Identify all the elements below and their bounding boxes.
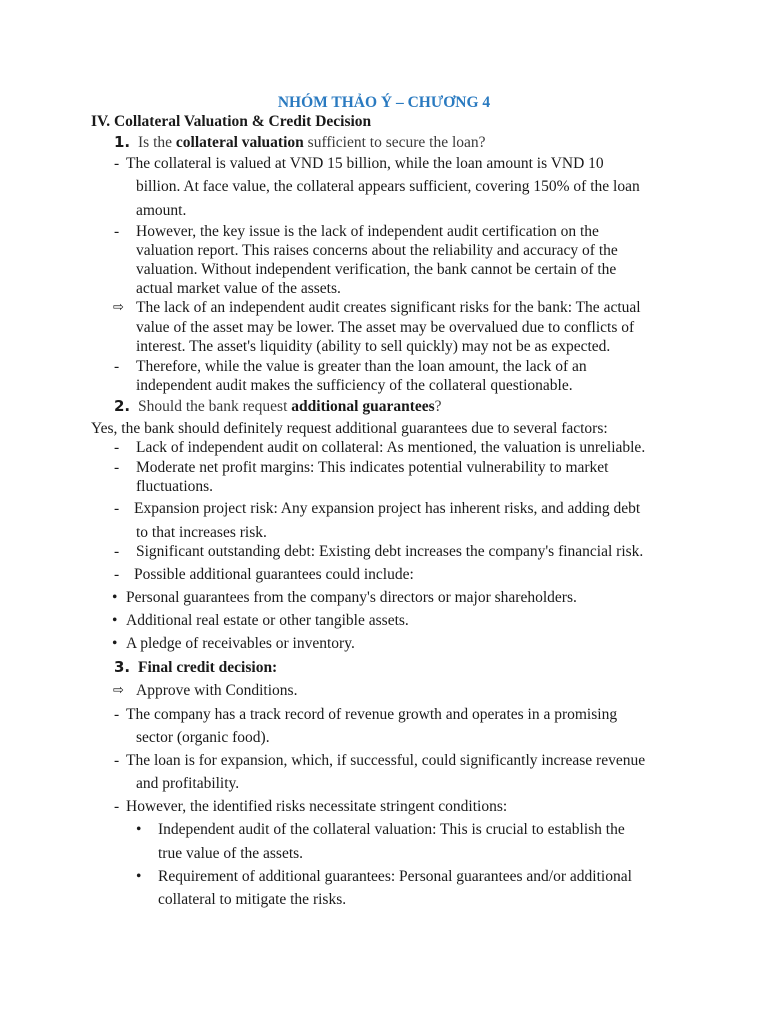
question-3 xyxy=(114,657,277,678)
bullet-marker: • xyxy=(136,868,142,885)
dash-marker: - xyxy=(114,439,120,456)
list-item-line: The company has a track record of revenue growth and operates in a promising xyxy=(126,706,618,723)
bullet-item: Independent audit of the collateral valuation: This is crucial to establish the xyxy=(158,821,625,838)
list-item-line: Expansion project risk: Any expansion project has inherent risks, and adding debt xyxy=(134,500,641,517)
question-2 xyxy=(114,396,442,417)
list-item-line: Lack of independent audit on collateral: As mentioned, the valuation is unreliable. xyxy=(136,439,646,456)
dash-marker: - xyxy=(114,358,120,375)
bullet-item: A pledge of receivables or inventory. xyxy=(126,635,355,652)
arrow-icon: ⇨ xyxy=(113,300,124,315)
list-item-line: interest. The asset's liquidity (ability to sell quickly) may not be as expected. xyxy=(136,338,611,355)
list-item-line: However, the key issue is the lack of independent audit certification on the xyxy=(136,223,599,240)
list-item-line: However, the identified risks necessitate stringent conditions: xyxy=(126,798,508,815)
list-item-line: sector (organic food). xyxy=(136,729,270,746)
list-item-line: The collateral is valued at VND 15 billion, while the loan amount is VND 10 xyxy=(126,155,604,172)
question-number: 3. xyxy=(114,658,131,676)
dash-marker: - xyxy=(114,543,120,560)
list-item-line: amount. xyxy=(136,202,187,219)
question-text-pre: Is the xyxy=(138,134,176,151)
question-text-post: ? xyxy=(434,398,442,415)
dash-marker: - xyxy=(114,566,120,583)
decision-text: Approve with Conditions. xyxy=(136,682,298,699)
list-item-line: Moderate net profit margins: This indicates potential vulnerability to market xyxy=(136,459,609,476)
dash-marker: - xyxy=(114,155,120,172)
dash-marker: - xyxy=(114,706,120,723)
question-text-post: sufficient to secure the loan? xyxy=(303,134,486,151)
list-item-line: value of the asset may be lower. The asset may be overvalued due to conflicts of xyxy=(136,319,635,336)
bullet-item: Personal guarantees from the company's directors or major shareholders. xyxy=(126,589,577,606)
answer-intro: Yes, the bank should definitely request additional guarantees due to several factors: xyxy=(91,420,608,437)
dash-marker: - xyxy=(114,752,120,769)
list-item-line: and profitability. xyxy=(136,775,240,792)
question-number: 2. xyxy=(114,397,131,415)
list-item-line: independent audit makes the sufficiency of the collateral questionable. xyxy=(136,377,573,394)
question-1 xyxy=(114,132,486,153)
dash-marker: - xyxy=(114,223,120,240)
bullet-marker: • xyxy=(112,635,118,652)
list-item-line: to that increases risk. xyxy=(136,524,267,541)
bullet-item: Additional real estate or other tangible assets. xyxy=(126,612,409,629)
arrow-icon: ⇨ xyxy=(113,683,124,698)
bullet-marker: • xyxy=(136,821,142,838)
dash-marker: - xyxy=(114,459,120,476)
bullet-marker: • xyxy=(112,589,118,606)
list-item-line: billion. At face value, the collateral appears sufficient, covering 150% of the loan xyxy=(136,178,640,195)
list-item-line: Therefore, while the value is greater than the loan amount, the lack of an xyxy=(136,358,587,375)
question-text-pre: Should the bank request xyxy=(138,398,292,415)
list-item-line: fluctuations. xyxy=(136,478,214,495)
question-text-bold: additional guarantees xyxy=(291,398,435,415)
list-item-line: valuation report. This raises concerns about the reliability and accuracy of the xyxy=(136,242,618,259)
list-item-line: Possible additional guarantees could include: xyxy=(134,566,414,583)
list-item-line: The loan is for expansion, which, if successful, could significantly increase revenue xyxy=(126,752,646,769)
dash-marker: - xyxy=(114,798,120,815)
section-heading: IV. Collateral Valuation & Credit Decision xyxy=(91,113,372,130)
list-item-line: valuation. Without independent verification, the bank cannot be certain of the xyxy=(136,261,617,278)
list-item-line: actual market value of the assets. xyxy=(136,280,341,297)
bullet-item: Requirement of additional guarantees: Personal guarantees and/or additional xyxy=(158,868,632,885)
bullet-item: collateral to mitigate the risks. xyxy=(158,891,347,908)
question-number: 1. xyxy=(114,133,131,151)
dash-marker: - xyxy=(114,500,120,517)
document-title: NHÓM THẢO Ý – CHƯƠNG 4 xyxy=(277,94,491,111)
list-item-line: Significant outstanding debt: Existing debt increases the company's financial risk. xyxy=(136,543,644,560)
list-item-line: The lack of an independent audit creates significant risks for the bank: The actual xyxy=(136,299,641,316)
question-text-bold: Final credit decision: xyxy=(138,659,278,676)
bullet-item: true value of the assets. xyxy=(158,845,304,862)
question-text-bold: collateral valuation xyxy=(175,134,304,151)
bullet-marker: • xyxy=(112,612,118,629)
